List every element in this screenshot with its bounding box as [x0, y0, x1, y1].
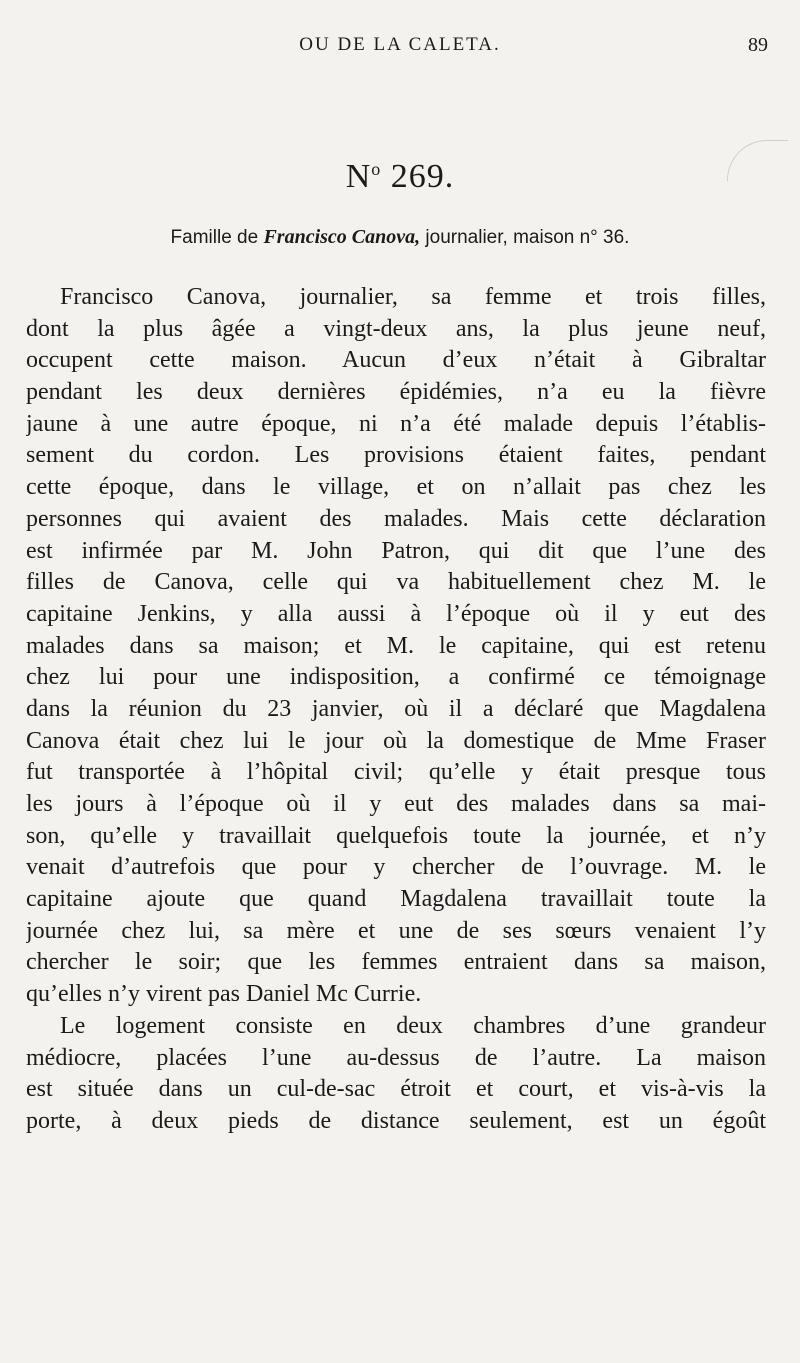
body-line: journée chez lui, sa mère et une de ses sœurs venaient l’y — [26, 917, 766, 944]
body-line: dans la réunion du 23 janvier, où il a déclaré que Magdalena — [26, 695, 766, 722]
body-line: jaune à une autre époque, ni n’a été malade depuis l’établis- — [26, 410, 766, 437]
running-title: OU DE LA CALETA. — [299, 34, 501, 55]
body-line: porte, à deux pieds de distance seulement, est un égoût — [26, 1107, 766, 1134]
body-line: les jours à l’époque où il y eut des malades dans sa mai- — [26, 791, 766, 817]
body-line: personnes qui avaient des malades. Mais cette déclaration — [26, 505, 766, 532]
body-text — [26, 282, 766, 1138]
body-line: son, qu’elle y travaillait quelquefois toute la journée, et n’y — [26, 822, 766, 849]
entry-number-value: 269. — [390, 158, 455, 195]
body-line: pendant les deux dernières épidémies, n’a eu la fièvre — [26, 379, 766, 406]
body-line: chez lui pour une indisposition, a confirmé ce témoignage — [26, 664, 766, 691]
body-line: cette époque, dans le village, et on n’allait pas chez les — [26, 474, 766, 501]
caption-family-name: Francisco Canova, — [263, 226, 421, 248]
body-line: est infirmée par M. John Patron, qui dit que l’une des — [26, 537, 766, 564]
entry-number-sup: o — [371, 159, 382, 179]
entry-number — [0, 158, 800, 196]
running-head — [0, 34, 800, 64]
body-line: venait d’autrefois que pour y chercher de l’ouvrage. M. le — [26, 854, 766, 881]
body-line: Canova était chez lui le jour où la domestique de Mme Fraser — [26, 727, 766, 754]
body-line: Le logement consiste en deux chambres d’une grandeur — [60, 1012, 766, 1039]
page-number: 89 — [748, 34, 768, 56]
body-line: capitaine ajoute que quand Magdalena travaillait toute la — [26, 886, 766, 913]
body-line: dont la plus âgée a vingt-deux ans, la plus jeune neuf, — [26, 315, 766, 342]
body-line: qu’elles n’y virent pas Daniel Mc Currie. — [26, 981, 422, 1008]
body-line: fut transportée à l’hôpital civil; qu’elle y était presque tous — [26, 759, 766, 786]
body-line: est située dans un cul-de-sac étroit et court, et vis-à-vis la — [26, 1076, 766, 1103]
body-line: malades dans sa maison; et M. le capitaine, qui est retenu — [26, 632, 766, 659]
body-line: chercher le soir; que les femmes entraient dans sa maison, — [26, 949, 766, 976]
body-line: occupent cette maison. Aucun d’eux n’était à Gibraltar — [26, 347, 766, 374]
entry-caption — [0, 226, 800, 249]
body-line: Francisco Canova, journalier, sa femme et trois filles, — [60, 284, 766, 310]
body-line: capitaine Jenkins, y alla aussi à l’époque où il y eut des — [26, 600, 766, 627]
body-line: filles de Canova, celle qui va habituellement chez M. le — [26, 569, 766, 596]
caption-before: Famille de — [170, 227, 264, 248]
entry-number-prefix: N — [345, 158, 372, 195]
caption-after: journalier, maison n° 36. — [420, 227, 630, 248]
body-line: sement du cordon. Les provisions étaient faites, pendant — [26, 442, 766, 469]
body-line: médiocre, placées l’une au-dessus de l’autre. La maison — [26, 1044, 766, 1071]
